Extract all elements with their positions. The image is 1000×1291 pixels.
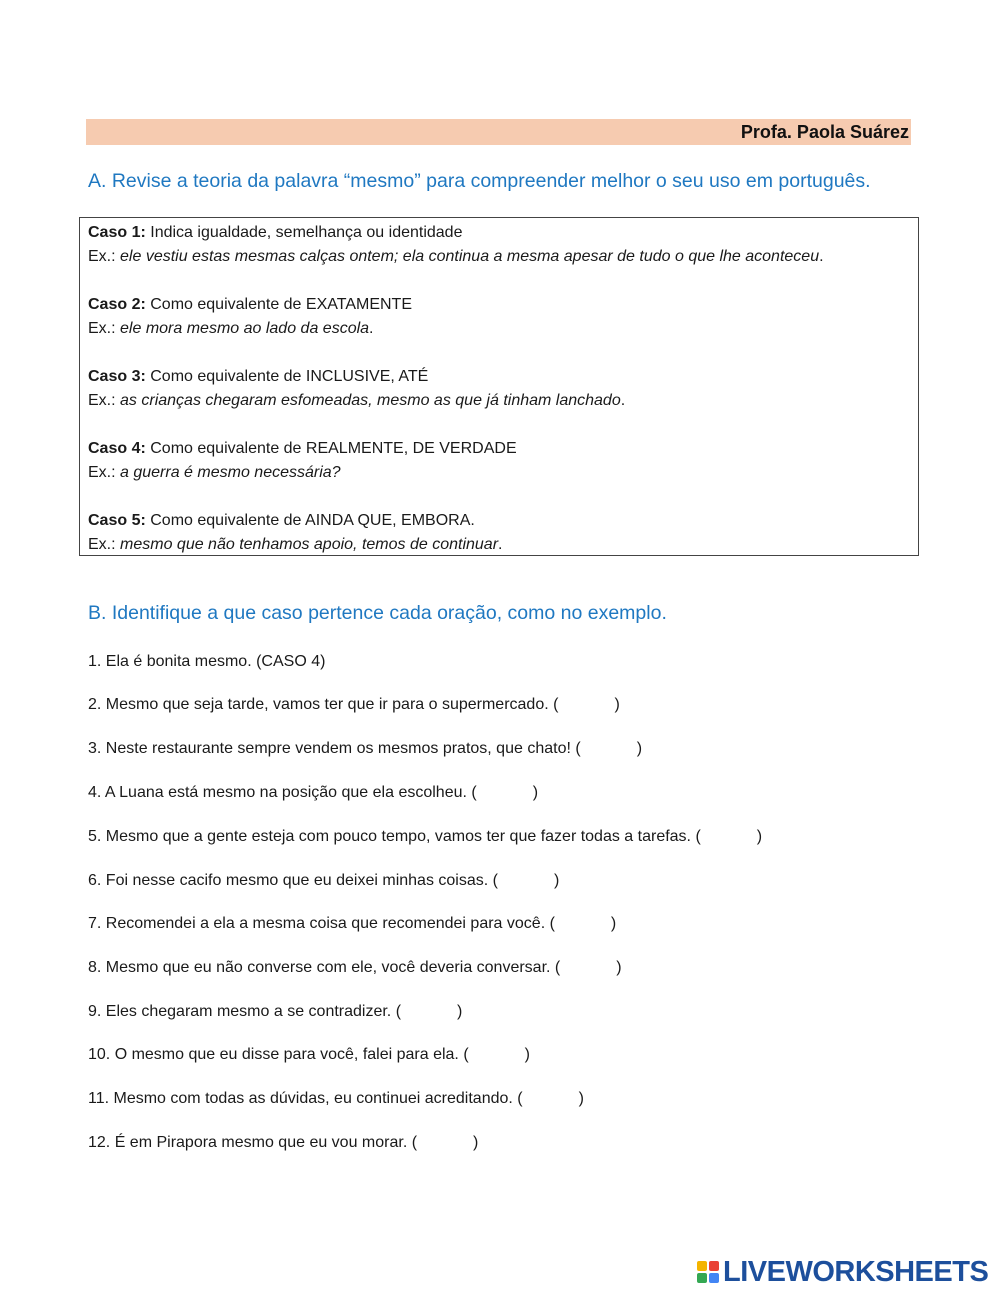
case-description: Como equivalente de INCLUSIVE, ATÉ (145, 368, 429, 385)
example-suffix: . (620, 392, 626, 409)
author-name: Profa. Paola Suárez (740, 122, 909, 142)
question-text: 4. A Luana está mesmo na posição que ela escolheu. ( (88, 784, 477, 801)
case-3 (88, 365, 910, 413)
example-text: ele mora mesmo ao lado da escola (120, 320, 370, 337)
close-paren: ) (616, 959, 622, 976)
liveworksheets-logo[interactable] (697, 1257, 988, 1287)
example-text: ele vestiu estas mesmas calças ontem; ela continua a mesma apesar de tudo o que lhe aconteceu (120, 248, 820, 265)
question-6 (88, 870, 559, 892)
question-text: 7. Recomendei a ela a mesma coisa que recomendei para você. ( (88, 915, 555, 932)
section-b-heading: B. Identifique a que caso pertence cada oração, como no exemplo. (88, 602, 667, 624)
close-paren: ) (473, 1134, 479, 1151)
case-title: Caso 1: (88, 224, 146, 241)
question-7 (88, 913, 616, 935)
case-2 (88, 293, 910, 341)
example-text: mesmo que não tenhamos apoio, temos de continuar (120, 536, 499, 553)
theory-box (79, 217, 919, 556)
example-prefix: Ex.: (88, 536, 121, 553)
question-9 (88, 1001, 462, 1023)
question-text: 9. Eles chegaram mesmo a se contradizer. ( (88, 1003, 402, 1020)
logo-square-icon (709, 1273, 719, 1283)
example-prefix: Ex.: (88, 320, 121, 337)
question-text: 11. Mesmo com todas as dúvidas, eu continuei acreditando. ( (88, 1090, 523, 1107)
logo-square-icon (697, 1261, 707, 1271)
question-text: 3. Neste restaurante sempre vendem os mesmos pratos, que chato! ( (88, 740, 581, 757)
example-text: a guerra é mesmo necessária? (120, 464, 341, 481)
case-description: Como equivalente de EXATAMENTE (145, 296, 412, 313)
close-paren: ) (614, 696, 620, 713)
close-paren: ) (457, 1003, 463, 1020)
question-4 (88, 782, 538, 804)
logo-square-icon (697, 1273, 707, 1283)
question-10 (88, 1044, 530, 1066)
close-paren: ) (578, 1090, 584, 1107)
example-suffix: . (369, 320, 374, 337)
example-prefix: Ex.: (88, 464, 121, 481)
question-8 (88, 957, 622, 979)
logo-square-icon (709, 1261, 719, 1271)
question-text: 8. Mesmo que eu não converse com ele, você deveria conversar. ( (88, 959, 561, 976)
question-text: 6. Foi nesse cacifo mesmo que eu deixei minhas coisas. ( (88, 872, 498, 889)
case-description: Como equivalente de REALMENTE, DE VERDADE (145, 440, 517, 457)
case-title: Caso 2: (88, 296, 146, 313)
logo-mark-icon (697, 1261, 719, 1283)
example-text: as crianças chegaram esfomeadas, mesmo as que já tinham lanchado (120, 392, 621, 409)
question-12 (88, 1132, 478, 1154)
case-5 (88, 509, 910, 557)
question-5 (88, 826, 762, 848)
example-suffix: . (819, 248, 824, 265)
case-4 (88, 437, 910, 485)
question-text: 2. Mesmo que seja tarde, vamos ter que ir para o supermercado. ( (88, 696, 559, 713)
case-title: Caso 4: (88, 440, 146, 457)
example-prefix: Ex.: (88, 392, 121, 409)
question-2 (88, 694, 620, 716)
section-a-heading: A. Revise a teoria da palavra “mesmo” para compreender melhor o seu uso em português. (88, 170, 871, 192)
close-paren: ) (610, 915, 617, 932)
example-prefix: Ex.: (88, 248, 121, 265)
case-1 (88, 221, 910, 269)
close-paren: ) (636, 740, 643, 757)
case-title: Caso 5: (88, 512, 146, 529)
close-paren: ) (553, 872, 560, 889)
example-suffix: . (498, 536, 503, 553)
author-header (86, 119, 911, 145)
case-title: Caso 3: (88, 368, 146, 385)
case-description: Como equivalente de AINDA QUE, EMBORA. (145, 512, 475, 529)
case-description: Indica igualdade, semelhança ou identidade (145, 224, 463, 241)
question-text: 5. Mesmo que a gente esteja com pouco tempo, vamos ter que fazer todas a tarefas. ( (88, 828, 701, 845)
example-sentence: 1. Ela é bonita mesmo. (CASO 4) (88, 653, 326, 670)
question-text: 10. O mesmo que eu disse para você, falei para ela. ( (88, 1046, 469, 1063)
logo-text: LIVEWORKSHEETS (723, 1255, 989, 1288)
close-paren: ) (532, 784, 539, 801)
question-text: 12. É em Pirapora mesmo que eu vou morar. ( (88, 1134, 418, 1151)
close-paren: ) (524, 1046, 530, 1063)
question-11 (88, 1088, 584, 1110)
close-paren: ) (756, 828, 763, 845)
question-3 (88, 738, 642, 760)
